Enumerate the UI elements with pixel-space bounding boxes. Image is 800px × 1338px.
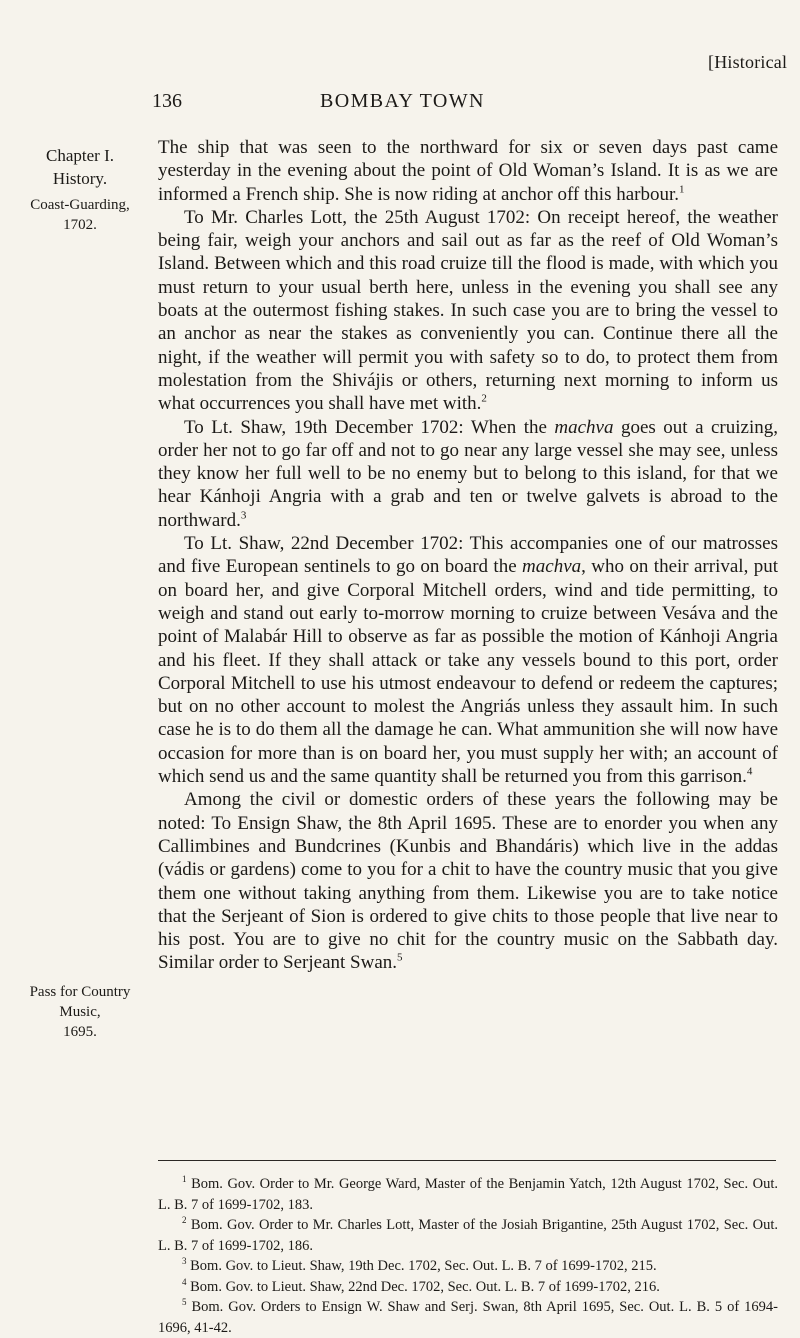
paragraph-text: goes out a cruizing, order her not to go far off and not to go near any large vessel she may see, unless they know her full well to be no enemy but to belong to this island, for that we hear Kánhoji Angria with a grab and ten or twelve galvets is abroad to the northward. <box>158 416 778 531</box>
footnote-text: Bom. Gov. to Lieut. Shaw, 19th Dec. 1702, Sec. Out. L. B. 7 of 1699-1702, 215. <box>190 1258 657 1274</box>
footnote <box>158 1277 778 1298</box>
footnote-number: 1 <box>182 1174 187 1185</box>
margin-note-line: 1702. <box>63 217 97 233</box>
running-title: BOMBAY TOWN <box>320 90 485 112</box>
paragraph <box>158 416 778 532</box>
paragraph-text: To Lt. Shaw, 19th December 1702: When the <box>184 416 555 438</box>
paragraph-text: To Mr. Charles Lott, the 25th August 1702: On receipt hereof, the weather being fair, weigh your anchors and sail out as far as the reef of Old Woman’s Island. Between which and this road cruize till the flood is made, with which you must return to your usual berth here, unless in the evening you shall see any boats at the outermost fishing stakes. In such case you are to bring the vessel to an anchor as near the stakes as conveniently you can. Continue there all the night, if the weather will permit you with safety so to do, to protect them from molestation from the Shivájis or others, returning next morning to inform us what occurrences you shall have met with. <box>158 206 778 415</box>
footnote-text: Bom. Gov. to Lieut. Shaw, 22nd Dec. 1702, Sec. Out. L. B. 7 of 1699-1702, 216. <box>190 1278 660 1295</box>
body-text <box>158 136 778 975</box>
footnotes <box>158 1174 778 1338</box>
footnote-number: 4 <box>182 1276 187 1287</box>
margin-note-line: Coast-Guarding, <box>30 197 130 213</box>
footnote-ref: 4 <box>746 765 753 778</box>
margin-note-history: History. <box>52 169 108 188</box>
paragraph-text: The ship that was seen to the northward for six or seven days past came yesterday in the evening about the point of Old Woman’s Island. It is as we are informed a French ship. She is now riding at anchor off this harbour. <box>158 137 778 205</box>
footnote <box>158 1174 778 1215</box>
footnote-divider <box>158 1160 776 1161</box>
page-number: 136 <box>152 90 182 112</box>
paragraph-text: Among the civil or domestic orders of these years the following may be noted: To Ensign Shaw, the 8th April 1695. These are to enorder you when any Callimbines and Bundcrines (Kunbis and Bhandáris) which live in the addas (vádis or gardens) come to you for a chit to have the country music that you give them one without taking anything from them. Likewise you are to take notice that the Serjeant of Sion is ordered to give chits to those people that live near to his post. You are to give no chit for the country music on the Sabbath day. Similar order to Serjeant Swan. <box>158 789 778 974</box>
italic-term: machva <box>522 556 582 578</box>
margin-note-line: 1695. <box>63 1024 97 1040</box>
footnote-text: Bom. Gov. Order to Mr. Charles Lott, Master of the Josiah Brigantine, 25th August 1702, Sec. Out. L. B. 7 of 1699-1702, 186. <box>158 1217 778 1254</box>
footnote <box>158 1297 778 1338</box>
footnote <box>158 1256 778 1277</box>
footnote <box>158 1215 778 1256</box>
margin-note-country-music <box>10 982 150 1042</box>
margin-note-chapter: Chapter I. <box>46 146 114 165</box>
footnote-ref: 2 <box>481 392 487 405</box>
paragraph <box>158 206 778 416</box>
paragraph <box>158 788 778 974</box>
italic-term: machva <box>554 416 614 438</box>
paragraph-text: To Lt. Shaw, 22nd December 1702: This accompanies one of our matrosses and five European sentinels to go on board the <box>158 533 778 578</box>
paragraph <box>158 136 778 206</box>
footnote-text: Bom. Gov. Order to Mr. George Ward, Master of the Benjamin Yatch, 12th August 1702, Sec. Out. L. B. 7 of 1699-1702, 183. <box>158 1176 779 1213</box>
margin-note-line: Pass for Country <box>29 984 131 1000</box>
footnote-number: 5 <box>182 1297 187 1308</box>
footnote-number: 3 <box>182 1256 187 1267</box>
margin-note-coast-guarding <box>10 195 150 235</box>
footnote-text: Bom. Gov. Orders to Ensign W. Shaw and Serj. Swan, 8th April 1695, Sec. Out. L. B. 5 of 1694-1696, 41-42. <box>158 1299 779 1336</box>
running-head-section: [Historical <box>708 52 788 72</box>
footnote-ref: 5 <box>397 952 403 965</box>
paragraph <box>158 532 778 788</box>
paragraph-text: , who on their arrival, put on board her, and give Corporal Mitchell orders, wind and tide permitting, to weigh and stand out early to-morrow morning to cruize between Vesáva and the point of Malabár Hill to observe as far as possible the motion of Kánhoji Angria and his fleet. If they shall attack or take any vessels bound to this port, order Corporal Mitchell to use his utmost endeavour to defend or redeem the captures; but on no other account to molest the Angriás unless they assault him. In such case he is to do them all the damage he can. What ammunition she will now have occasion for more than is on board her, you must supply her with; an account of which send us and the same quantity shall be returned you from this garrison. <box>158 556 778 788</box>
footnote-ref: 3 <box>240 509 247 522</box>
margin-note-line: Music, <box>59 1004 101 1020</box>
footnote-ref: 1 <box>679 183 685 196</box>
footnote-number: 2 <box>182 1215 187 1226</box>
